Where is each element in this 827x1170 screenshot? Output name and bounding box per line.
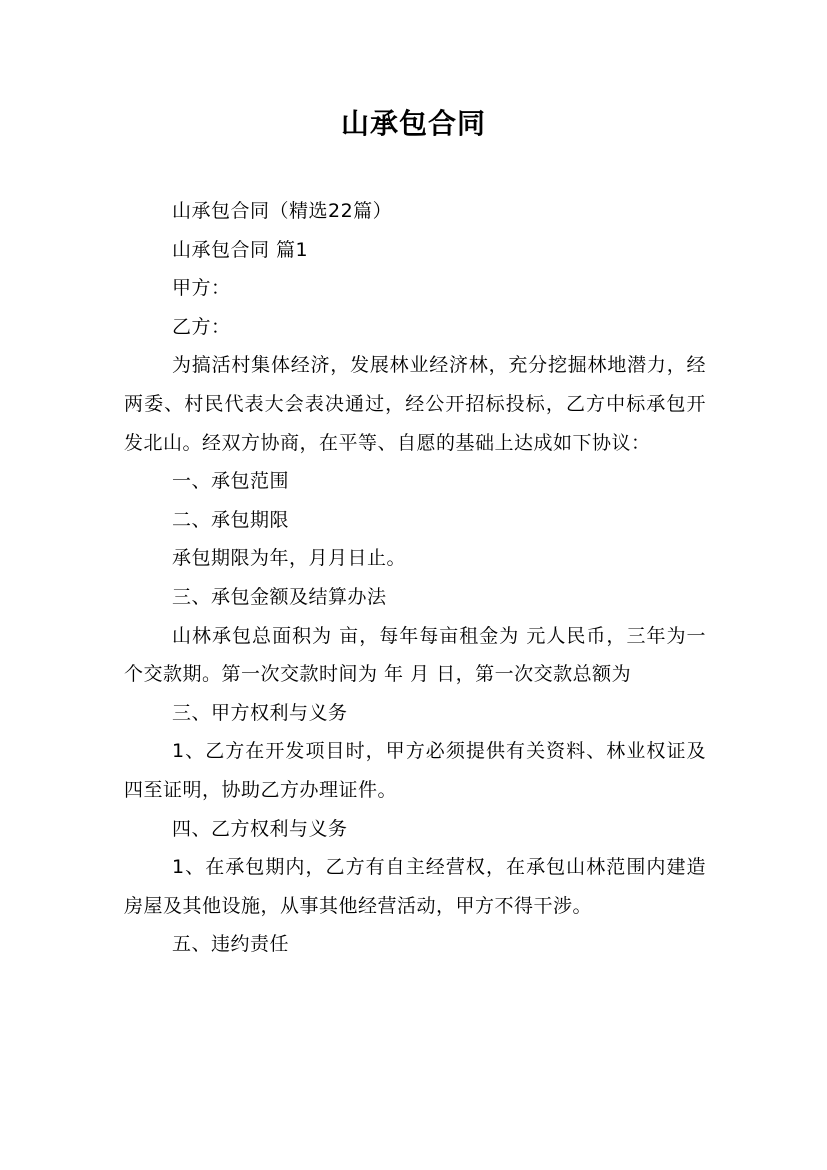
paragraph-party-a-rights-heading: 三、甲方权利与义务 (172, 701, 348, 724)
paragraph-subtitle: 山承包合同（精选22篇） (172, 200, 393, 222)
paragraph-breach-heading: 五、违约责任 (172, 933, 290, 956)
document-body (124, 192, 706, 964)
paragraph-party-b-rights-heading: 四、乙方权利与义务 (172, 817, 348, 840)
paragraph-term-heading: 二、承包期限 (172, 508, 290, 531)
paragraph-scope-heading: 一、承包范围 (172, 470, 290, 493)
document-title: 山承包合同 (340, 107, 486, 140)
paragraph-payment-heading: 三、承包金额及结算办法 (172, 585, 387, 608)
paragraph-payment-text: 山林承包总面积为 亩，每年每亩租金为 元人民币，三年为一个交款期。第一次交款时间为 年 月 日，第一次交款总额为 (124, 624, 706, 686)
paragraph-term-text: 承包期限为年，月月日止。 (172, 547, 407, 570)
paragraph-party-a-rights-text: 1、乙方在开发项目时，甲方必须提供有关资料、林业权证及四至证明，协助乙方办理证件。 (124, 740, 706, 801)
paragraph-party-b: 乙方： (172, 315, 231, 338)
paragraph-party-a: 甲方： (172, 277, 231, 300)
paragraph-party-b-rights-text: 1、在承包期内，乙方有自主经营权，在承包山林范围内建造房屋及其他设施，从事其他经营活动，甲方不得干涉。 (124, 856, 706, 917)
paragraph-preamble: 为搞活村集体经济，发展林业经济林，充分挖掘林地潜力，经两委、村民代表大会表决通过，经公开招标投标，乙方中标承包开发北山。经双方协商，在平等、自愿的基础上达成如下协议： (124, 354, 706, 454)
paragraph-section-heading: 山承包合同 篇1 (172, 238, 309, 261)
